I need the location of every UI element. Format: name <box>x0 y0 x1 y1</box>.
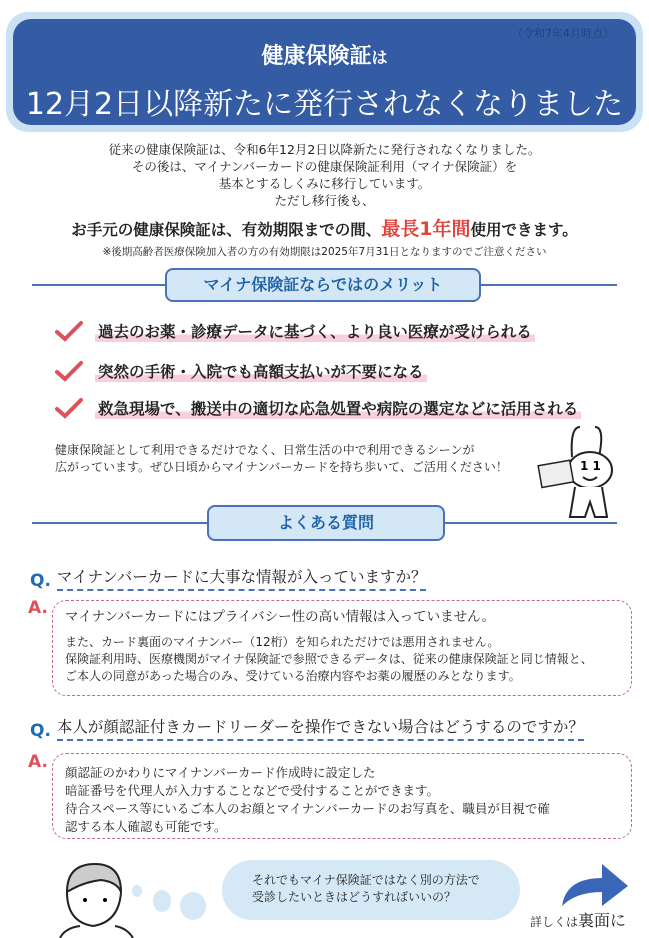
answer-line: ご本人の同意があった場合のみ、受けている治療内容やお薬の履歴のみとなります。 <box>65 669 521 683</box>
bubble-line: それでもマイナ保険証ではなく別の方法で <box>252 873 480 887</box>
merit-text: 救急現場で、搬送中の適切な応急処置や病院の選定などに活用される <box>95 397 581 419</box>
answer-line: 暗証番号を代理人が入力することなどで受付することができます。 <box>65 783 440 798</box>
validity-pre: お手元の健康保険証は、有効期限までの間、 <box>71 221 382 239</box>
more-post: に <box>610 911 627 930</box>
more-pre: 詳しくは <box>530 915 579 929</box>
curved-arrow-icon <box>558 862 630 907</box>
bubble-line: 受診したいときはどうすればいいの？ <box>252 890 457 904</box>
faq-answer-box <box>52 753 632 839</box>
mascot-rabbit-illustration <box>535 425 625 520</box>
title-suffix: は <box>371 48 388 67</box>
faq-answer-box <box>52 600 632 696</box>
faq-question <box>30 565 426 591</box>
intro-line: 従来の健康保険証は、令和6年12月2日以降新たに発行されなくなりました。 <box>108 142 541 157</box>
merits-heading: マイナ保険証ならではのメリット <box>165 268 481 302</box>
date-note: （令和7年4月時点） <box>512 27 614 40</box>
intro-line: ただし移行後も、 <box>274 193 375 208</box>
validity-post: 使用できます。 <box>470 221 578 239</box>
see-reverse-note <box>530 908 626 931</box>
merit-text: 突然の手術・入院でも高額支払いが不要になる <box>95 360 427 382</box>
title-line1 <box>13 39 636 70</box>
svg-text:1 1: 1 1 <box>580 459 601 473</box>
validity-statement <box>0 214 649 241</box>
validity-highlight: 最長1年間 <box>381 218 471 240</box>
a-label: A. <box>28 598 48 618</box>
answer-line: また、カード裏面のマイナンバー（12桁）を知られただけでは悪用されません。 <box>65 635 500 649</box>
faq-heading: よくある質問 <box>207 505 445 541</box>
check-icon <box>55 397 83 419</box>
question-bubble <box>222 860 520 920</box>
answer-line: 顔認証のかわりにマイナンバーカード作成時に設定した <box>65 765 376 780</box>
question-text: マイナンバーカードに大事な情報が入っていますか？ <box>57 565 427 591</box>
thought-dot <box>132 885 142 897</box>
merit-item <box>55 320 535 342</box>
intro-line: 基本とするしくみに移行しています。 <box>218 176 431 191</box>
merit-paragraph-line: 健康保険証として利用できるだけでなく、日常生活の中で利用できるシーンが <box>55 443 475 457</box>
answer-line: 待合スペース等にいるご本人のお顔とマイナンバーカードのお写真を、職員が目視で確 <box>65 801 550 816</box>
title-main: 健康保険証 <box>261 44 372 69</box>
merit-item <box>55 397 581 419</box>
title-line2: 12月2日以降新たに発行されなくなりました <box>25 87 624 122</box>
thought-dot <box>180 892 206 920</box>
merit-item <box>55 360 427 382</box>
answer-lead: マイナンバーカードにはプライバシー性の高い情報は入っていません。 <box>65 609 495 625</box>
faq-question <box>30 715 584 741</box>
thought-dot <box>153 890 171 912</box>
intro-line: その後は、マイナンバーカードの健康保険証利用（マイナ保険証）を <box>131 159 518 174</box>
q-label: Q. <box>30 721 51 741</box>
a-label: A. <box>28 752 48 772</box>
merit-text: 過去のお薬・診療データに基づく、より良い医療が受けられる <box>95 320 535 342</box>
question-text: 本人が顔認証付きカードリーダーを操作できない場合はどうするのですか？ <box>57 715 584 741</box>
elderly-note: ※後期高齢者医療保険加入者の方の有効期限は2025年7月31日となりますのでご注意ください <box>102 246 547 258</box>
check-icon <box>55 360 83 382</box>
q-label: Q. <box>30 571 51 591</box>
answer-line: 認する本人確認も可能です。 <box>65 819 227 834</box>
answer-line: 保険証利用時、医療機関がマイナ保険証で参照できるデータは、従来の健康保険証と同じ情報と、 <box>65 652 593 666</box>
check-icon <box>55 320 83 342</box>
merit-paragraph-line: 広がっています。ぜひ日頃からマイナンバーカードを持ち歩いて、ご活用ください！ <box>55 460 508 474</box>
header-banner <box>13 19 636 125</box>
more-bold: 裏面 <box>578 911 611 930</box>
thinking-person-illustration <box>55 862 135 938</box>
